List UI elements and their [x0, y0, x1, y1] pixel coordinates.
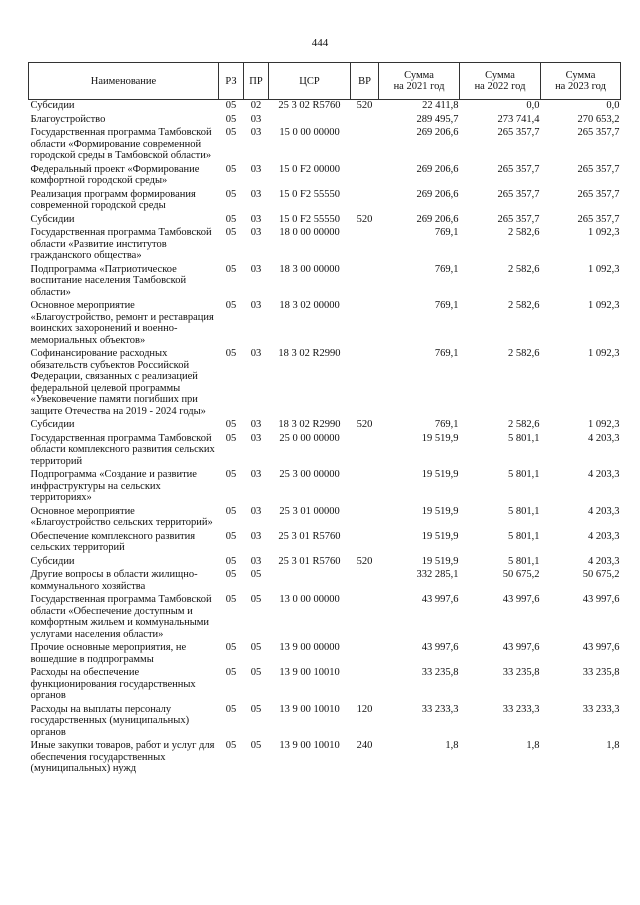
table-row [29, 300, 621, 348]
row-name: Обеспечение комплексного развития сельских территорий [30, 530, 196, 553]
row-sum-2022: 50 675,2 [502, 569, 540, 580]
row-name: Другие вопросы в области жилищно-коммунального хозяйства [30, 569, 198, 592]
row-vr [351, 642, 379, 667]
header-csr: ЦСР [269, 63, 351, 100]
page-number: 444 [311, 37, 329, 49]
row-sum-2021: 19 519,9 [421, 530, 459, 542]
row-vr: 520 [356, 419, 373, 430]
row-sum-2023: 1 092,3 [588, 227, 620, 238]
row-pr: 05 [250, 594, 262, 605]
row-sum-2021: 332 285,1 [416, 569, 459, 580]
row-sum-2021: 1,8 [445, 740, 459, 751]
row-name: Софинансирование расходных обязательств субъектов Российской Федерации, связанных с реализацией федеральной целевой программы «Увековечение памяти погибших при защите Отечества на 2019 - 2024 годы» [30, 348, 206, 417]
table-row [29, 100, 621, 114]
row-pr: 05 [250, 740, 262, 751]
row-rz: 05 [225, 163, 237, 175]
row-sum-2023: 265 357,7 [577, 188, 620, 200]
row-pr: 03 [250, 213, 262, 225]
row-sum-2023: 4 203,3 [588, 530, 620, 542]
row-csr: 25 3 02 R5760 [278, 100, 341, 111]
row-name: Благоустройство [30, 113, 106, 125]
row-sum-2022: 33 233,3 [502, 703, 540, 715]
table-row [29, 227, 621, 264]
row-rz: 05 [225, 594, 237, 605]
row-pr: 03 [250, 127, 262, 138]
row-rz: 05 [225, 703, 237, 715]
row-pr: 05 [250, 569, 262, 580]
row-name: Основное мероприятие «Благоустройство сельских территорий» [30, 505, 213, 528]
row-sum-2022: 5 801,1 [508, 505, 540, 517]
row-sum-2022: 265 357,7 [497, 213, 540, 225]
row-sum-2021: 43 997,6 [421, 642, 459, 653]
row-name: Подпрограмма «Патриотическое воспитание населения Тамбовской области» [30, 263, 187, 298]
row-sum-2023: 1 092,3 [588, 348, 620, 359]
row-sum-2022: 43 997,6 [502, 594, 540, 605]
row-sum-2022: 273 741,4 [497, 113, 540, 125]
row-sum-2023: 50 675,2 [582, 569, 620, 580]
header-sum-2022: Сумма на 2022 год [460, 63, 541, 100]
row-csr [269, 114, 351, 128]
table-row [29, 556, 621, 570]
row-rz: 05 [225, 642, 237, 653]
row-name: Субсидии [30, 419, 75, 430]
row-csr: 13 9 00 10010 [279, 740, 340, 751]
row-csr: 18 3 00 00000 [279, 263, 340, 275]
row-name: Расходы на обеспечение функционирования государственных органов [30, 667, 196, 701]
row-vr [351, 264, 379, 301]
table-row [29, 348, 621, 419]
row-sum-2023: 1 092,3 [588, 300, 620, 311]
row-csr: 15 0 F2 55550 [279, 188, 340, 200]
budget-table [28, 62, 621, 777]
table-row [29, 433, 621, 470]
row-rz: 05 [225, 348, 237, 359]
row-name: Государственная программа Тамбовской области комплексного развития сельских территорий [30, 432, 215, 467]
row-rz: 05 [225, 113, 237, 125]
row-pr: 05 [250, 667, 262, 678]
table-row [29, 704, 621, 741]
row-sum-2023: 0,0 [606, 100, 620, 111]
row-pr: 02 [250, 100, 262, 111]
row-sum-2022: 5 801,1 [508, 432, 540, 444]
header-rz: РЗ [219, 63, 244, 100]
row-sum-2023: 43 997,6 [582, 594, 620, 605]
row-sum-2021: 269 206,6 [416, 188, 459, 200]
header-sum-2021: Сумма на 2021 год [379, 63, 460, 100]
row-vr [351, 594, 379, 642]
row-sum-2021: 769,1 [434, 227, 459, 238]
row-vr: 520 [356, 555, 373, 567]
row-pr: 05 [250, 703, 262, 715]
row-sum-2021: 769,1 [434, 419, 459, 430]
row-rz: 05 [225, 300, 237, 311]
row-rz: 05 [225, 505, 237, 517]
row-rz: 05 [225, 555, 237, 567]
row-sum-2022: 0,0 [526, 100, 540, 111]
row-csr: 15 0 00 00000 [279, 127, 340, 138]
header-vr: ВР [351, 63, 379, 100]
row-csr: 13 9 00 10010 [279, 703, 340, 715]
row-rz: 05 [225, 530, 237, 542]
row-name: Государственная программа Тамбовской области «Формирование современной городской среды в Тамбовской области» [30, 127, 212, 161]
row-vr [351, 531, 379, 556]
row-rz: 05 [225, 569, 237, 580]
row-rz: 05 [225, 188, 237, 200]
table-body [29, 100, 621, 777]
row-sum-2022: 2 582,6 [508, 348, 540, 359]
row-sum-2022: 265 357,7 [497, 188, 540, 200]
row-sum-2022: 2 582,6 [508, 263, 540, 275]
row-sum-2023: 4 203,3 [588, 432, 620, 444]
row-rz: 05 [225, 100, 237, 111]
table-row [29, 642, 621, 667]
row-name: Субсидии [30, 213, 75, 225]
row-vr: 120 [356, 703, 373, 715]
header-pr: ПР [244, 63, 269, 100]
row-csr: 18 3 02 R2990 [278, 419, 341, 430]
row-name: Субсидии [30, 100, 75, 111]
row-vr [351, 227, 379, 264]
row-vr [351, 300, 379, 348]
row-pr: 03 [250, 419, 262, 430]
row-sum-2022: 5 801,1 [508, 555, 540, 567]
row-sum-2021: 289 495,7 [416, 113, 459, 125]
row-pr: 03 [250, 469, 262, 480]
table-row [29, 127, 621, 164]
row-csr: 25 3 01 00000 [279, 505, 340, 517]
row-csr: 15 0 F2 55550 [279, 213, 340, 225]
row-pr: 03 [250, 188, 262, 200]
table-row [29, 264, 621, 301]
row-name: Подпрограмма «Создание и развитие инфраструктуры на сельских территориях» [30, 469, 197, 503]
row-vr [351, 433, 379, 470]
row-vr [351, 164, 379, 189]
row-sum-2023: 1 092,3 [588, 419, 620, 430]
row-sum-2022: 2 582,6 [508, 227, 540, 238]
row-rz: 05 [225, 213, 237, 225]
row-vr [351, 189, 379, 214]
row-sum-2021: 769,1 [434, 348, 459, 359]
table-row [29, 419, 621, 433]
row-sum-2021: 33 233,3 [421, 703, 459, 715]
row-csr: 18 3 02 00000 [279, 300, 340, 311]
table-row [29, 164, 621, 189]
row-rz: 05 [225, 227, 237, 238]
row-sum-2021: 43 997,6 [421, 594, 459, 605]
row-sum-2021: 269 206,6 [416, 163, 459, 175]
row-csr: 18 3 02 R2990 [278, 348, 341, 359]
row-csr: 13 9 00 00000 [279, 642, 340, 653]
table-row [29, 506, 621, 531]
row-rz: 05 [225, 432, 237, 444]
row-vr [351, 569, 379, 594]
row-pr: 03 [250, 530, 262, 542]
row-name: Расходы на выплаты персоналу государственных (муниципальных) органов [30, 703, 190, 738]
row-sum-2021: 769,1 [434, 263, 459, 275]
row-sum-2022: 1,8 [526, 740, 540, 751]
row-sum-2022: 5 801,1 [508, 530, 540, 542]
row-rz: 05 [225, 263, 237, 275]
row-sum-2021: 33 235,8 [421, 667, 459, 678]
row-name: Государственная программа Тамбовской области «Обеспечение доступным и комфортным жильем и коммунальными услугами населения области» [30, 594, 212, 640]
table-row [29, 214, 621, 228]
table-row [29, 531, 621, 556]
row-vr: 240 [356, 740, 373, 751]
table-row [29, 667, 621, 704]
row-csr [269, 569, 351, 594]
row-csr: 25 3 00 00000 [279, 469, 340, 480]
row-pr: 03 [250, 432, 262, 444]
row-sum-2023: 33 235,8 [582, 667, 620, 678]
row-sum-2023: 270 653,2 [577, 113, 620, 125]
row-rz: 05 [225, 127, 237, 138]
row-vr: 520 [356, 100, 373, 111]
row-csr: 18 0 00 00000 [279, 227, 340, 238]
row-pr: 03 [250, 163, 262, 175]
row-sum-2022: 265 357,7 [497, 163, 540, 175]
row-pr: 03 [250, 348, 262, 359]
row-sum-2022: 2 582,6 [508, 300, 540, 311]
row-sum-2021: 19 519,9 [421, 469, 459, 480]
row-sum-2023: 4 203,3 [588, 469, 620, 480]
row-pr: 03 [250, 555, 262, 567]
row-sum-2023: 265 357,7 [577, 213, 620, 225]
row-name: Основное мероприятие «Благоустройство, ремонт и реставрация воинских захоронений и военно-мемориальных объектов» [30, 300, 214, 346]
row-name: Федеральный проект «Формирование комфортной городской среды» [30, 163, 200, 186]
row-sum-2022: 5 801,1 [508, 469, 540, 480]
row-sum-2023: 1,8 [606, 740, 620, 751]
header-sum-2023: Сумма на 2023 год [541, 63, 621, 100]
table-row [29, 189, 621, 214]
row-pr: 03 [250, 113, 262, 125]
header-name: Наименование [29, 63, 219, 100]
row-pr: 03 [250, 505, 262, 517]
row-pr: 05 [250, 642, 262, 653]
row-vr [351, 114, 379, 128]
row-rz: 05 [225, 419, 237, 430]
row-sum-2022: 265 357,7 [497, 127, 540, 138]
row-vr [351, 667, 379, 704]
row-sum-2021: 19 519,9 [421, 555, 459, 567]
row-pr: 03 [250, 300, 262, 311]
row-vr [351, 127, 379, 164]
row-rz: 05 [225, 740, 237, 751]
row-sum-2021: 19 519,9 [421, 432, 459, 444]
row-sum-2021: 269 206,6 [416, 127, 459, 138]
row-vr [351, 348, 379, 419]
table-row [29, 469, 621, 506]
row-csr: 15 0 F2 00000 [279, 163, 340, 175]
row-vr [351, 506, 379, 531]
row-sum-2023: 43 997,6 [582, 642, 620, 653]
row-sum-2023: 1 092,3 [588, 263, 620, 275]
row-csr: 25 3 01 R5760 [278, 530, 341, 542]
row-name: Государственная программа Тамбовской области «Развитие институтов гражданского общества» [30, 227, 212, 261]
row-sum-2022: 33 235,8 [502, 667, 540, 678]
row-vr [351, 469, 379, 506]
row-sum-2023: 33 233,3 [582, 703, 620, 715]
row-sum-2021: 22 411,8 [422, 100, 459, 111]
row-name: Субсидии [30, 555, 75, 567]
row-rz: 05 [225, 469, 237, 480]
row-csr: 25 3 01 R5760 [278, 555, 341, 567]
row-sum-2023: 265 357,7 [577, 163, 620, 175]
row-csr: 13 9 00 10010 [279, 667, 340, 678]
table-header-row [29, 63, 621, 100]
row-sum-2021: 769,1 [434, 300, 459, 311]
row-name: Иные закупки товаров, работ и услуг для обеспечения государственных (муниципальных) нужд [30, 740, 215, 774]
table-row [29, 569, 621, 594]
table-row [29, 594, 621, 642]
row-sum-2023: 4 203,3 [588, 505, 620, 517]
row-pr: 03 [250, 227, 262, 238]
row-name: Реализация программ формирования современной городской среды [30, 188, 196, 211]
row-csr: 13 0 00 00000 [279, 594, 340, 605]
table-row [29, 740, 621, 777]
row-csr: 25 0 00 00000 [279, 432, 340, 444]
row-sum-2023: 265 357,7 [577, 127, 620, 138]
row-name: Прочие основные мероприятия, не вошедшие в подпрограммы [30, 642, 187, 665]
row-rz: 05 [225, 667, 237, 678]
row-sum-2023: 4 203,3 [588, 555, 620, 567]
row-sum-2022: 2 582,6 [508, 419, 540, 430]
row-vr: 520 [356, 213, 373, 225]
row-sum-2022: 43 997,6 [502, 642, 540, 653]
row-sum-2021: 19 519,9 [421, 505, 459, 517]
row-sum-2021: 269 206,6 [416, 213, 459, 225]
table-row [29, 114, 621, 128]
row-pr: 03 [250, 263, 262, 275]
